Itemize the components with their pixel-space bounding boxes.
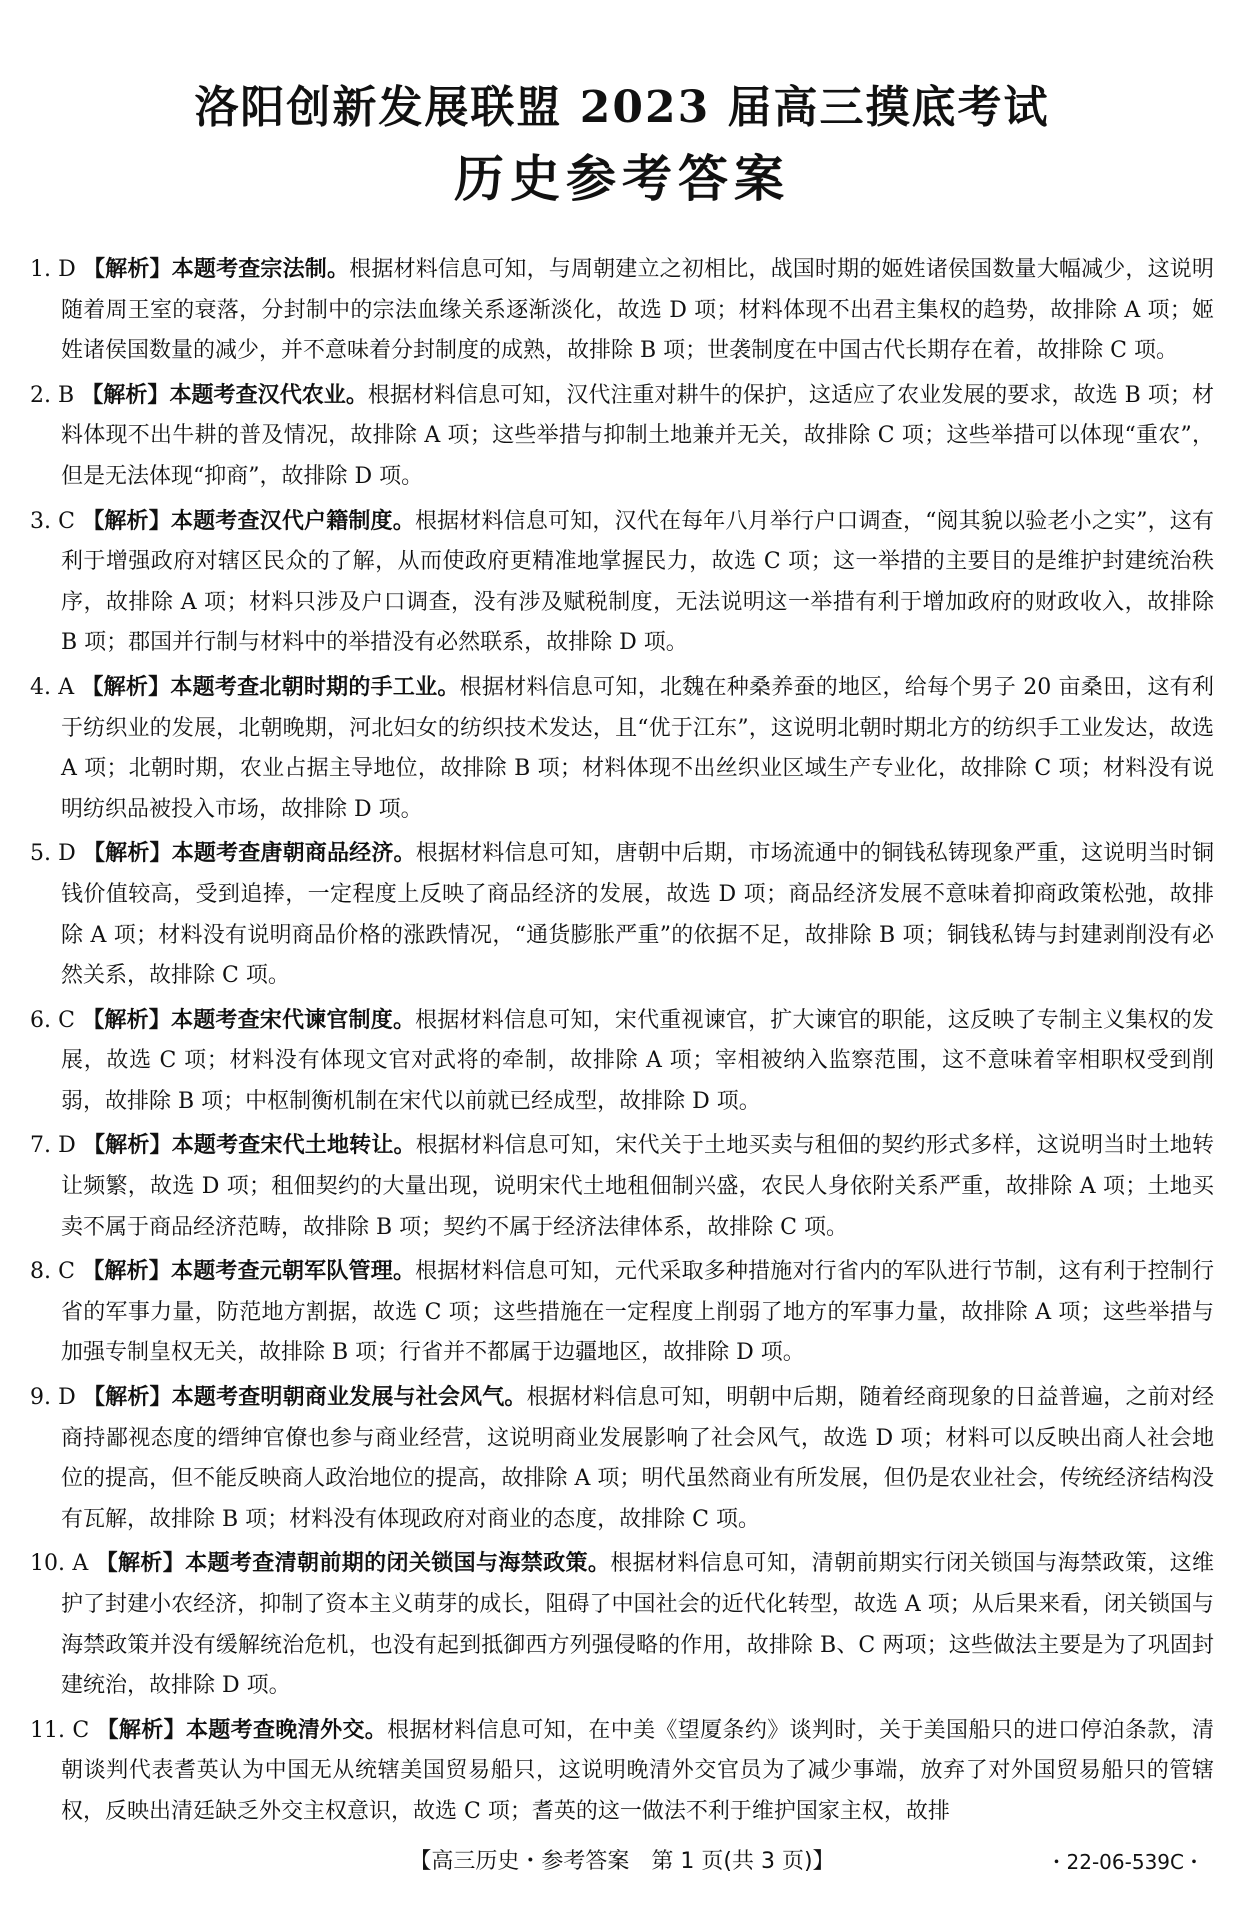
answer-item xyxy=(30,250,1214,372)
answer-item xyxy=(30,1378,1214,1540)
analysis-tag: 【解析】 xyxy=(81,382,170,408)
answer-item xyxy=(30,1711,1214,1833)
analysis-tag: 【解析】 xyxy=(83,257,172,282)
answer-topic: 本题考查唐朝商品经济。 xyxy=(171,841,416,867)
answer-number: 4. A xyxy=(30,674,75,700)
answer-number: 3. C xyxy=(30,508,75,534)
answer-body: 根据材料信息可知，宋代关于土地买卖与租佃的契约形式多样，这说明当时土地转让频繁，故选 D 项；租佃契约的大量出现，说明宋代土地租佃制兴盛，农民人身依附关系严重，故排除 A 项；土地买卖不属于商品经济范畴，故排除 B 项；契约不属于经济法律体系，故排除 C 项。 xyxy=(61,1133,1214,1240)
answer-topic: 本题考查元朝军队管理。 xyxy=(171,1259,416,1285)
analysis-tag: 【解析】 xyxy=(82,1259,171,1285)
analysis-tag: 【解析】 xyxy=(82,1007,171,1033)
answer-body: 根据材料信息可知，宋代重视谏官，扩大谏官的职能，这反映了专制主义集权的发展，故选 C 项；材料没有体现文官对武将的牵制，故排除 A 项；宰相被纳入监察范围，这不意味着宰相职权受到削弱，故排除 B 项；中枢制衡机制在宋代以前就已经成型，故排除 D 项。 xyxy=(61,1007,1214,1114)
analysis-tag: 【解析】 xyxy=(83,1133,172,1159)
answer-body: 根据材料信息可知，北魏在种桑养蚕的地区，给每个男子 20 亩桑田，这有利于纺织业的发展，北朝晚期，河北妇女的纺织技术发达，且“优于江东”，这说明北朝时期北方的纺织手工业发达，故选 A 项；北朝时期，农业占据主导地位，故排除 B 项；材料体现不出丝织业区域生产专业化，故排除 C 项；材料没有说明纺织品被投入市场，故排除 D 项。 xyxy=(61,674,1214,822)
answer-number: 6. C xyxy=(30,1007,76,1033)
answer-topic: 本题考查宋代土地转让。 xyxy=(171,1133,416,1159)
answer-number: 11. C xyxy=(30,1717,90,1743)
analysis-tag: 【解析】 xyxy=(81,674,171,700)
answer-body: 根据材料信息可知，清朝前期实行闭关锁国与海禁政策，这维护了封建小农经济，抑制了资本主义萌芽的成长，阻碍了中国社会的近代化转型，故选 A 项；从后果来看，闭关锁国与海禁政策并没有缓解统治危机，也没有起到抵御西方列强侵略的作用，故排除 B、C 两项；这些做法主要是为了巩固封建统治，故排除 D 项。 xyxy=(61,1551,1214,1699)
answer-list xyxy=(30,250,1214,1837)
exam-title: 洛阳创新发展联盟 2023 届高三摸底考试 xyxy=(194,82,1050,133)
footer-label: 【高三历史・参考答案 第 1 页(共 3 页)】 xyxy=(409,1849,835,1874)
answer-topic: 本题考查晚清外交。 xyxy=(185,1717,388,1743)
answer-number: 9. D xyxy=(30,1385,76,1411)
answer-item xyxy=(30,376,1214,498)
answer-body: 根据材料信息可知，明朝中后期，随着经商现象的日益普遍，之前对经商持鄙视态度的缙绅官僚也参与商业经营，这说明商业发展影响了社会风气，故选 D 项；材料可以反映出商人社会地位的提高，但不能反映商人政治地位的提高，故排除 A 项；明代虽然商业有所发展，但仍是农业社会，传统经济结构没有瓦解，故排除 B 项；材料没有体现政府对商业的态度，故排除 C 项。 xyxy=(61,1385,1214,1532)
answer-topic: 本题考查汉代户籍制度。 xyxy=(170,508,415,534)
answer-topic: 本题考查清朝前期的闭关锁国与海禁政策。 xyxy=(185,1551,611,1577)
answer-body: 根据材料信息可知，汉代注重对耕牛的保护，这适应了农业发展的要求，故选 B 项；材料体现不出牛耕的普及情况，故排除 A 项；这些举措与抑制土地兼并无关，故排除 C 项；这些举措可以体现“重农”，但是无法体现“抑商”，故排除 D 项。 xyxy=(61,382,1214,489)
answer-body: 根据材料信息可知，唐朝中后期，市场流通中的铜钱私铸现象严重，这说明当时铜钱价值较高，受到追捧，一定程度上反映了商品经济的发展，故选 D 项；商品经济发展不意味着抑商政策松弛，故排除 A 项；材料没有说明商品价格的涨跌情况，“通货膨胀严重”的依据不足，故排除 B 项；铜钱私铸与封建剥削没有必然关系，故排除 C 项。 xyxy=(61,841,1214,989)
answer-body: 根据材料信息可知，元代采取多种措施对行省内的军队进行节制，这有利于控制行省的军事力量，防范地方割据，故选 C 项；这些措施在一定程度上削弱了地方的军事力量，故排除 A 项；这些举措与加强专制皇权无关，故排除 B 项；行省并不都属于边疆地区，故排除 D 项。 xyxy=(61,1259,1214,1366)
analysis-tag: 【解析】 xyxy=(83,841,172,867)
answer-item xyxy=(30,1544,1214,1706)
answer-topic: 本题考查宋代谏官制度。 xyxy=(171,1007,416,1033)
answer-body: 根据材料信息可知，与周朝建立之初相比，战国时期的姬姓诸侯国数量大幅减少，这说明随着周王室的衰落，分封制中的宗法血缘关系逐渐淡化，故选 D 项；材料体现不出君主集权的趋势，故排除 A 项；姬姓诸侯国数量的减少，并不意味着分封制度的成熟，故排除 B 项；世袭制度在中国古代长期存在着，故排除 C 项。 xyxy=(61,257,1214,364)
answer-topic: 本题考查北朝时期的手工业。 xyxy=(170,674,460,700)
answer-number: 7. D xyxy=(30,1133,76,1159)
answer-item xyxy=(30,1252,1214,1374)
answer-number: 1. D xyxy=(30,257,76,282)
page-footer xyxy=(0,1844,1244,1875)
footer-code: ・22-06-539C・ xyxy=(1046,1850,1204,1874)
answer-body: 根据材料信息可知，汉代在每年八月举行户口调查，“阅其貌以验老小之实”，这有利于增强政府对辖区民众的了解，从而使政府更精准地掌握民力，故选 C 项；这一举措的主要目的是维护封建统治秩序，故排除 A 项；材料只涉及户口调查，没有涉及赋税制度，无法说明这一举措有利于增加政府的财政收入，故排除 B 项；郡国并行制与材料中的举措没有必然联系，故排除 D 项。 xyxy=(61,508,1214,656)
analysis-tag: 【解析】 xyxy=(83,1385,172,1411)
answer-number: 2. B xyxy=(30,382,75,408)
answer-topic: 本题考查宗法制。 xyxy=(171,257,350,282)
answer-topic: 本题考查明朝商业发展与社会风气。 xyxy=(171,1385,527,1411)
answer-item xyxy=(30,502,1214,664)
answer-number: 10. A xyxy=(30,1551,89,1577)
answer-item xyxy=(30,1001,1214,1123)
answer-number: 8. C xyxy=(30,1259,76,1285)
answer-item xyxy=(30,1126,1214,1248)
analysis-tag: 【解析】 xyxy=(95,1551,186,1577)
analysis-tag: 【解析】 xyxy=(82,508,171,534)
page-header xyxy=(0,0,1244,214)
answer-body: 根据材料信息可知，在中美《望厦条约》谈判时，关于美国船只的进口停泊条款，清朝谈判代表耆英认为中国无从统辖美国贸易船只，这说明晚清外交官员为了减少事端，放弃了对外国贸易船只的管辖权，反映出清廷缺乏外交主权意识，故选 C 项；耆英的这一做法不利于维护国家主权，故排 xyxy=(61,1717,1214,1824)
analysis-tag: 【解析】 xyxy=(96,1717,186,1743)
answer-item xyxy=(30,834,1214,996)
answer-topic: 本题考查汉代农业。 xyxy=(169,382,368,408)
answer-number: 5. D xyxy=(30,841,76,867)
answer-item xyxy=(30,668,1214,830)
answer-key-title: 历史参考答案 xyxy=(454,149,790,208)
